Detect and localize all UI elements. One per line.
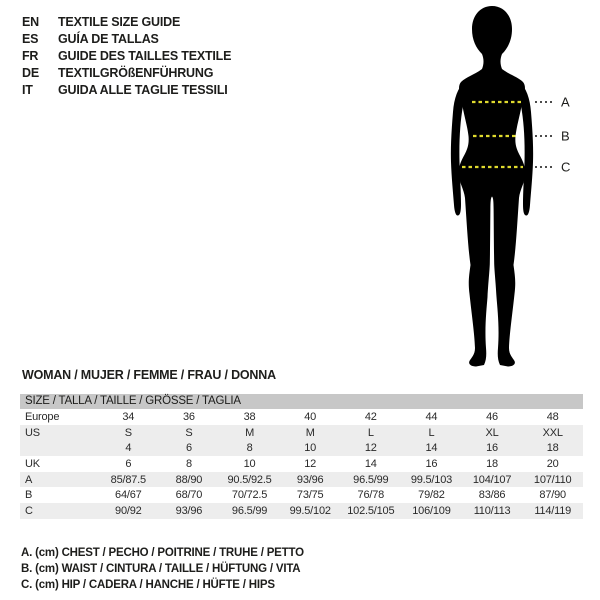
size-cell: 76/78	[357, 489, 385, 502]
size-cell: 36	[183, 410, 195, 423]
legend-item-waist: B. (cm) WAIST / CINTURA / TAILLE / HÜFTUNG / VITA	[21, 563, 301, 576]
size-cell: XXL	[542, 426, 563, 439]
size-cell: 114/119	[534, 504, 572, 517]
size-cell: 34	[122, 410, 135, 423]
size-cell: 44	[425, 410, 438, 423]
language-item-en	[22, 14, 231, 31]
size-cell: 110/113	[473, 504, 511, 517]
row-label: Europe	[25, 410, 60, 423]
language-label: GUÍA DE TALLAS	[58, 32, 159, 46]
size-cell: 99.5/103	[410, 473, 453, 486]
size-cell: 40	[304, 410, 317, 423]
size-cell: 4	[125, 442, 132, 455]
size-cell: S	[124, 426, 132, 439]
language-item-it	[22, 82, 231, 99]
size-cell: 10	[304, 442, 317, 455]
size-cell: 79/82	[418, 489, 445, 502]
row-label: A	[25, 473, 33, 486]
language-item-es	[22, 31, 231, 48]
table-row-hip-c	[20, 503, 583, 519]
size-cell: 14	[364, 457, 377, 470]
language-label: GUIDE DES TAILLES TEXTILE	[58, 49, 232, 63]
size-cell: 70/72.5	[231, 489, 268, 502]
section-title: WOMAN / MUJER / FEMME / FRAU / DONNA	[22, 368, 276, 382]
size-cell: XL	[485, 426, 499, 439]
table-row-uk	[20, 456, 583, 472]
woman-silhouette	[451, 6, 533, 367]
size-cell: 18	[486, 457, 498, 470]
silhouette-body	[459, 6, 526, 367]
size-cell: 104/107	[472, 473, 512, 486]
table-row-waist-b	[20, 487, 583, 503]
language-label: TEXTILE SIZE GUIDE	[58, 15, 181, 29]
measurement-legend	[21, 545, 304, 594]
size-cell: M	[305, 426, 315, 439]
size-table	[20, 394, 583, 519]
size-cell: L	[428, 426, 435, 439]
size-cell: 12	[304, 457, 317, 470]
size-cell: 20	[546, 457, 559, 470]
table-row-europe	[20, 409, 583, 425]
size-cell: 18	[546, 442, 559, 455]
language-code: IT	[22, 83, 33, 97]
woman-silhouette-figure	[420, 2, 585, 375]
size-cell: 10	[243, 457, 256, 470]
size-cell: 96.5/99	[231, 504, 268, 517]
language-item-de	[22, 65, 231, 82]
size-cell: 88/90	[175, 473, 203, 486]
marker-label-a: A	[561, 94, 570, 110]
size-cell: 87/90	[539, 489, 566, 502]
size-cell: 96.5/99	[353, 473, 389, 486]
size-cell: 16	[425, 457, 438, 470]
size-cell: S	[185, 426, 193, 439]
size-cell: 90/92	[115, 504, 142, 517]
row-label: US	[25, 426, 40, 439]
size-cell: 38	[243, 410, 256, 423]
size-cell: 8	[246, 442, 253, 455]
language-label: TEXTILGRÖßENFÜHRUNG	[58, 66, 214, 80]
size-cell: 102.5/105	[347, 504, 395, 517]
size-cell: 107/110	[533, 473, 572, 486]
size-cell: 6	[185, 442, 192, 455]
table-row-chest-a	[20, 472, 583, 488]
size-cell: 16	[486, 442, 498, 455]
size-cell: 83/86	[478, 489, 506, 502]
marker-label-b: B	[561, 128, 570, 144]
language-code: ES	[22, 32, 39, 46]
language-item-fr	[22, 48, 231, 65]
legend-item-hip: C. (cm) HIP / CADERA / HANCHE / HÜFTE / HIPS	[21, 579, 275, 592]
size-cell: 64/67	[115, 489, 142, 502]
row-label: B	[25, 489, 33, 502]
size-cell: 73/75	[296, 489, 324, 502]
language-label: GUIDA ALLE TAGLIE TESSILI	[58, 83, 228, 97]
table-row-us-letters	[20, 425, 583, 441]
size-cell: 14	[425, 442, 438, 455]
size-cell: 6	[125, 457, 132, 470]
size-cell: 106/109	[412, 504, 451, 517]
size-cell: 46	[486, 410, 498, 423]
size-cell: 93/96	[296, 473, 324, 486]
marker-label-c: C	[561, 159, 571, 175]
size-cell: 42	[364, 410, 377, 423]
size-cell: 93/96	[175, 504, 203, 517]
size-cell: L	[367, 426, 374, 439]
row-label: C	[25, 504, 33, 517]
size-cell: 48	[546, 410, 559, 423]
language-code: FR	[22, 49, 39, 63]
size-table-header: SIZE / TALLA / TAILLE / GRÖSSE / TAGLIA	[20, 394, 583, 409]
size-cell: 8	[185, 457, 192, 470]
language-list	[22, 14, 231, 99]
size-cell: 90.5/92.5	[227, 473, 272, 486]
row-label: UK	[25, 457, 40, 470]
size-cell: 85/87.5	[110, 473, 146, 486]
size-cell: 68/70	[175, 489, 203, 502]
size-cell: 12	[364, 442, 377, 455]
language-code: EN	[22, 15, 39, 29]
language-code: DE	[22, 66, 39, 80]
size-cell: 99.5/102	[289, 504, 331, 517]
legend-item-chest: A. (cm) CHEST / PECHO / POITRINE / TRUHE / PETTO	[21, 547, 304, 559]
size-cell: M	[245, 426, 255, 439]
table-row-us-numeric	[20, 440, 583, 456]
